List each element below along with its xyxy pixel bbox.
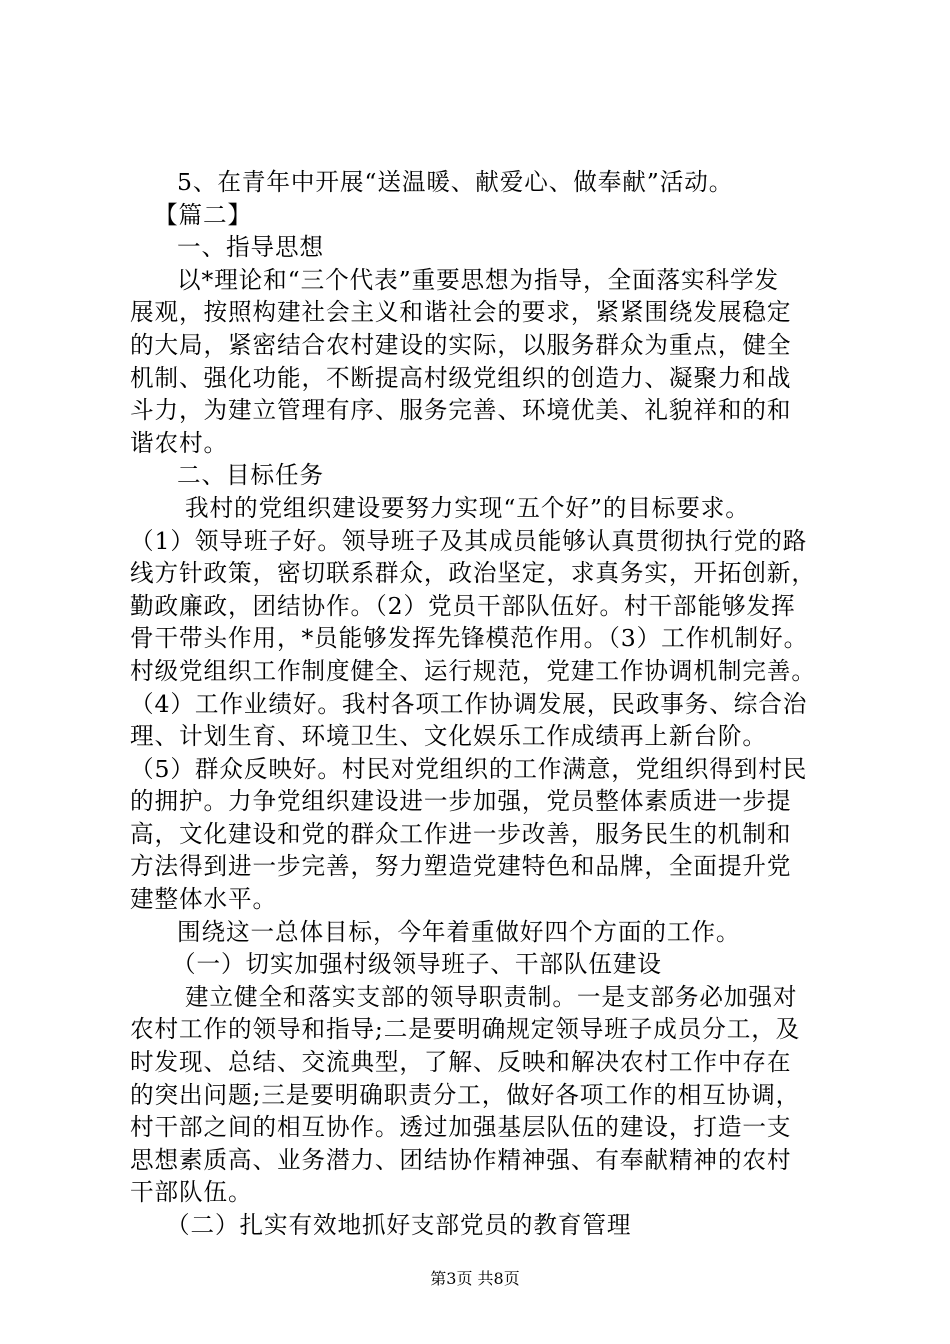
paragraph-line: 5、在青年中开展“送温暖、献爱心、做奉献”活动。 xyxy=(177,168,734,196)
document-body xyxy=(130,166,830,1242)
paragraph-line: （5）群众反映好。村民对党组织的工作满意，党组织得到村民 xyxy=(130,754,808,783)
paragraph-line: 方法得到进一步完善，努力塑造党建特色和品牌，全面提升党 xyxy=(130,852,792,881)
paragraph-line: 的突出问题;三是要明确职责分工，做好各项工作的相互协调， xyxy=(130,1080,801,1109)
paragraph-line: 高，文化建设和党的群众工作进一步改善，服务民生的机制和 xyxy=(130,819,792,848)
paragraph-line: 谐农村。 xyxy=(130,428,228,457)
section-heading: 二、目标任务 xyxy=(177,461,324,490)
paragraph-line: 我村的党组织建设要努力实现“五个好”的目标要求。 xyxy=(185,493,750,522)
paragraph-line: （1）领导班子好。领导班子及其成员能够认真贯彻执行党的路 xyxy=(130,526,808,555)
paragraph-line: 村干部之间的相互协作。透过加强基层队伍的建设，打造一支 xyxy=(130,1113,792,1142)
paragraph-line: 建立健全和落实支部的领导职责制。一是支部务必加强对 xyxy=(185,982,798,1011)
paragraph-line: 村级党组织工作制度健全、运行规范，党建工作协调机制完善。 xyxy=(130,656,816,685)
paragraph-line: 理、计划生育、环境卫生、文化娱乐工作成绩再上新台阶。 xyxy=(130,722,767,751)
paragraph-line: 以*理论和“三个代表”重要思想为指导，全面落实科学发 xyxy=(177,265,779,294)
paragraph-line: 线方针政策，密切联系群众，政治坚定，求真务实，开拓创新， xyxy=(130,559,816,588)
subsection-heading: （一）切实加强村级领导班子、干部队伍建设 xyxy=(172,950,662,979)
paragraph-line: 斗力，为建立管理有序、服务完善、环境优美、礼貌祥和的和 xyxy=(130,396,792,425)
paragraph-line: 时发现、总结、交流典型，了解、反映和解决农村工作中存在 xyxy=(130,1048,792,1077)
paragraph-line: 勤政廉政，团结协作。（2）党员干部队伍好。村干部能够发挥 xyxy=(130,591,796,620)
paragraph-line: 围绕这一总体目标，今年着重做好四个方面的工作。 xyxy=(177,917,741,946)
page-footer: 第3页 共8页 xyxy=(430,1269,520,1288)
paragraph-line: 骨干带头作用，*员能够发挥先锋模范作用。（3）工作机制好。 xyxy=(130,624,809,653)
paragraph-line: 干部队伍。 xyxy=(130,1178,253,1207)
paragraph-line: 农村工作的领导和指导;二是要明确规定领导班子成员分工，及 xyxy=(130,1015,801,1044)
section-heading: 【篇二】 xyxy=(154,200,252,229)
paragraph-line: 的拥护。力争党组织建设进一步加强，党员整体素质进一步提 xyxy=(130,787,792,816)
paragraph-line: 展观，按照构建社会主义和谐社会的要求，紧紧围绕发展稳定 xyxy=(130,298,792,327)
paragraph-line: 思想素质高、业务潜力、团结协作精神强、有奉献精神的农村 xyxy=(130,1145,792,1174)
paragraph-line: 建整体水平。 xyxy=(130,885,277,914)
section-heading: 一、指导思想 xyxy=(177,233,324,262)
paragraph-line: （4）工作业绩好。我村各项工作协调发展，民政事务、综合治 xyxy=(130,689,808,718)
paragraph-line: 机制、强化功能，不断提高村级党组织的创造力、凝聚力和战 xyxy=(130,363,792,392)
paragraph-line: 的大局，紧密结合农村建设的实际，以服务群众为重点，健全 xyxy=(130,330,792,359)
subsection-heading: （二）扎实有效地抓好支部党员的教育管理 xyxy=(166,1211,632,1239)
